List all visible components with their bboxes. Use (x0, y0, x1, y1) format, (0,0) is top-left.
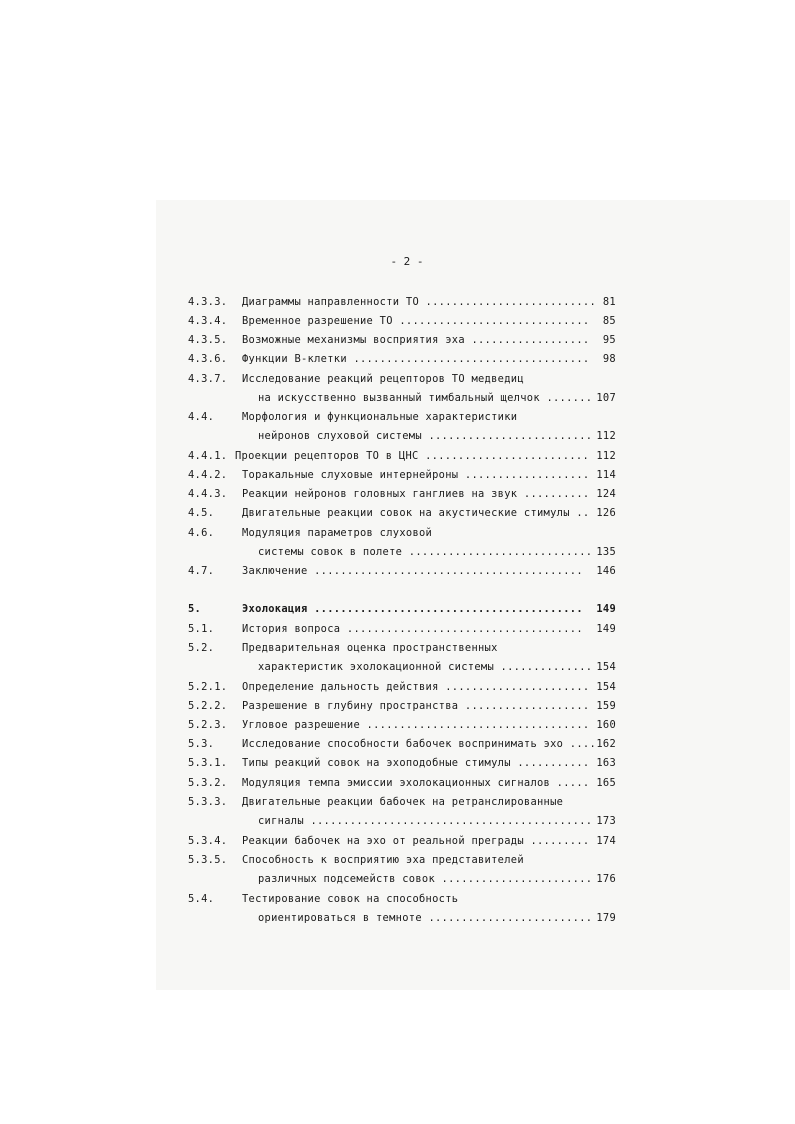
section-title: на искусственно вызванный тимбальный щелчок ....... (258, 392, 593, 404)
section-title: Реакции нейронов головных ганглиев на звук .......... (242, 488, 590, 500)
page-reference: 126 (596, 507, 616, 519)
section-title: Проекции рецепторов ТО в ЦНС ......................... (235, 450, 590, 462)
section-title: Функции B-клетки .................................... (242, 353, 590, 365)
toc-row (188, 469, 616, 488)
toc-row (188, 527, 616, 546)
section-title: ориентироваться в темноте ......................... (258, 912, 593, 924)
section-number: 5.3.3. (188, 796, 228, 808)
page-reference: 81 (602, 296, 616, 308)
section-title: Эхолокация ......................................... (242, 603, 583, 615)
toc-row-continuation (188, 912, 616, 931)
section-number: 4.3.5. (188, 334, 228, 346)
section-number: 5.4. (188, 893, 215, 905)
section-number: 5.3.1. (188, 757, 228, 769)
section-number: 4.7. (188, 565, 215, 577)
section-number: 5.3.2. (188, 777, 228, 789)
toc-row (188, 893, 616, 912)
toc-row (188, 488, 616, 507)
page-reference: 173 (596, 815, 616, 827)
section-number: 5.3.4. (188, 835, 228, 847)
toc-row-continuation (188, 430, 616, 449)
section-number: 4.4.2. (188, 469, 228, 481)
section-title: Исследование способности бабочек воспринимать эхо .... (242, 738, 597, 750)
section-number: 5.3. (188, 738, 215, 750)
section-title: История вопроса .................................... (242, 623, 583, 635)
page-reference: 159 (596, 700, 616, 712)
page-reference: 114 (596, 469, 616, 481)
page-reference: 98 (602, 353, 616, 365)
toc-row-continuation (188, 546, 616, 565)
page-reference: 124 (596, 488, 616, 500)
section-title: Двигательные реакции совок на акустические стимулы .. (242, 507, 590, 519)
section-number: 5.1. (188, 623, 215, 635)
toc-row-continuation (188, 815, 616, 834)
section-number: 4.3.3. (188, 296, 228, 308)
section-title: сигналы ........................................... (258, 815, 593, 827)
toc-row (188, 738, 616, 757)
section-title: Определение дальность действия ...................... (242, 681, 590, 693)
section-title: Возможные механизмы восприятия эха .................. (242, 334, 590, 346)
page-reference: 95 (602, 334, 616, 346)
section-title: Типы реакций совок на эхоподобные стимулы ........... (242, 757, 590, 769)
page-reference: 174 (596, 835, 616, 847)
page-reference: 149 (596, 603, 616, 615)
toc-row (188, 681, 616, 700)
section-title: Модуляция параметров слуховой (242, 527, 433, 539)
page-reference: 154 (596, 681, 616, 693)
page-reference: 160 (596, 719, 616, 731)
section-title: Заключение ......................................... (242, 565, 583, 577)
section-title: Реакции бабочек на эхо от реальной преграды ......... (242, 835, 590, 847)
page-reference: 149 (596, 623, 616, 635)
toc-row (188, 565, 616, 584)
section-title: Временное разрешение ТО ............................. (242, 315, 590, 327)
section-title: Исследование реакций рецепторов ТО медведиц (242, 373, 524, 385)
section-title: Морфология и функциональные характеристики (242, 411, 518, 423)
section-number: 4.4. (188, 411, 215, 423)
toc-row (188, 353, 616, 372)
toc-row-continuation (188, 392, 616, 411)
section-title: Торакальные слуховые интернейроны ................... (242, 469, 590, 481)
section-title: Предварительная оценка пространственных (242, 642, 498, 654)
page-number: - 2 - (390, 255, 424, 268)
toc-row (188, 315, 616, 334)
section-number: 4.4.3. (188, 488, 228, 500)
section-title: Угловое разрешение .................................. (242, 719, 590, 731)
toc-row (188, 796, 616, 815)
section-number: 4.3.4. (188, 315, 228, 327)
section-title: характеристик эхолокационной системы .............. (258, 661, 593, 673)
section-number: 4.3.7. (188, 373, 228, 385)
section-number: 5.2.2. (188, 700, 228, 712)
page-reference: 154 (596, 661, 616, 673)
toc-row (188, 642, 616, 661)
section-title: Способность к восприятию эха представителей (242, 854, 524, 866)
page-reference: 146 (596, 565, 616, 577)
page-reference: 112 (596, 450, 616, 462)
section-title: нейронов слуховой системы ......................... (258, 430, 593, 442)
page-reference: 165 (596, 777, 616, 789)
section-number: 4.5. (188, 507, 215, 519)
section-number: 4.4.1. (188, 450, 228, 462)
page-reference: 162 (596, 738, 616, 750)
toc-row (188, 411, 616, 430)
page-reference: 179 (596, 912, 616, 924)
section-number: 4.6. (188, 527, 215, 539)
section-number: 5.2. (188, 642, 215, 654)
toc-row (188, 854, 616, 873)
page-reference: 135 (596, 546, 616, 558)
toc-row (188, 373, 616, 392)
section-number: 5. (188, 603, 202, 615)
section-title: Разрешение в глубину пространства ................... (242, 700, 590, 712)
toc-row (188, 507, 616, 526)
section-number: 5.2.3. (188, 719, 228, 731)
toc-row (188, 700, 616, 719)
page-reference: 163 (596, 757, 616, 769)
toc-row (188, 719, 616, 738)
toc-row (188, 835, 616, 854)
toc-row (188, 757, 616, 776)
toc-chapter-row (188, 603, 616, 622)
section-number: 5.3.5. (188, 854, 228, 866)
section-number: 4.3.6. (188, 353, 228, 365)
toc-row (188, 777, 616, 796)
section-title: различных подсемейств совок ....................... (258, 873, 593, 885)
page-reference: 107 (596, 392, 616, 404)
toc-row-continuation (188, 873, 616, 892)
page-reference: 85 (602, 315, 616, 327)
section-title: Диаграммы направленности ТО .......................... (242, 296, 597, 308)
section-title: Тестирование совок на способность (242, 893, 459, 905)
page-reference: 112 (596, 430, 616, 442)
section-title: системы совок в полете ............................ (258, 546, 593, 558)
section-number: 5.2.1. (188, 681, 228, 693)
toc-row-continuation (188, 661, 616, 680)
toc-row (188, 334, 616, 353)
toc-row (188, 296, 616, 315)
toc-row (188, 450, 616, 469)
toc-row (188, 623, 616, 642)
page-reference: 176 (596, 873, 616, 885)
section-title: Модуляция темпа эмиссии эхолокационных сигналов ..... (242, 777, 590, 789)
section-title: Двигательные реакции бабочек на ретранслированные (242, 796, 564, 808)
